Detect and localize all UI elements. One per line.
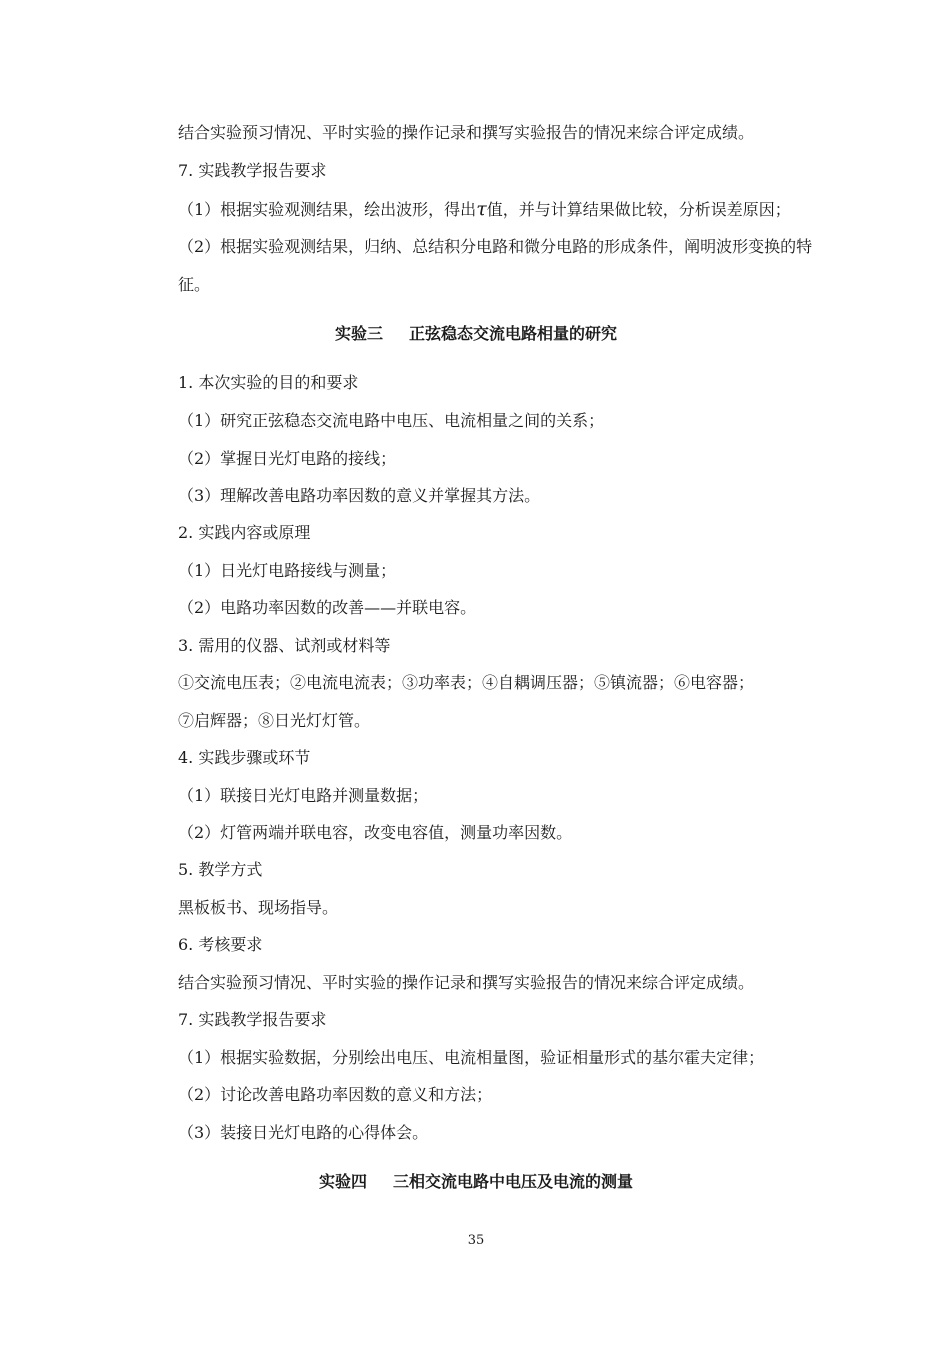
experiment-four-title — [0, 1171, 952, 1193]
section-1-item: （3）理解改善电路功率因数的意义并掌握其方法。 — [178, 486, 541, 505]
section-2-heading: 2. 实践内容或原理 — [178, 523, 311, 542]
section-7-item: （2）讨论改善电路功率因数的意义和方法； — [178, 1085, 493, 1104]
section-4-item: （2）灯管两端并联电容，改变电容值，测量功率因数。 — [178, 823, 573, 842]
report-requirements-heading: 7. 实践教学报告要求 — [178, 161, 327, 180]
experiment-three-number: 实验三 — [334, 324, 383, 343]
section-1-item: （2）掌握日光灯电路的接线； — [178, 449, 397, 468]
tau-symbol: τ — [476, 198, 487, 220]
experiment-four-number: 实验四 — [318, 1172, 367, 1191]
page-number: 35 — [467, 1233, 485, 1248]
section-2-item: （2）电路功率因数的改善——并联电容。 — [178, 598, 477, 617]
report-item-2: （2）根据实验观测结果，归纳、总结积分电路和微分电路的形成条件，阐明波形变换的特 — [178, 237, 813, 256]
section-1-heading: 1. 本次实验的目的和要求 — [178, 373, 359, 392]
section-3-item: ①交流电压表；②电流电流表；③功率表；④自耦调压器；⑤镇流器；⑥电容器； — [178, 673, 755, 692]
experiment-four-name: 三相交流电路中电压及电流的测量 — [393, 1172, 634, 1191]
report-item-1 — [178, 198, 858, 221]
section-6-heading: 6. 考核要求 — [178, 935, 263, 954]
report-item-1-text: （1）根据实验观测结果，绘出波形，得出 — [178, 200, 477, 219]
section-4-item: （1）联接日光灯电路并测量数据； — [178, 786, 429, 805]
report-item-1-text-end: 值，并与计算结果做比较，分析误差原因； — [486, 200, 791, 219]
section-5-heading: 5. 教学方式 — [178, 860, 263, 879]
section-2-item: （1）日光灯电路接线与测量； — [178, 561, 397, 580]
section-7-item: （1）根据实验数据，分别绘出电压、电流相量图，验证相量形式的基尔霍夫定律； — [178, 1048, 765, 1067]
section-3-item: ⑦启辉器；⑧日光灯灯管。 — [178, 711, 371, 730]
experiment-three-title — [0, 323, 952, 345]
section-7-heading: 7. 实践教学报告要求 — [178, 1010, 327, 1029]
section-3-heading: 3. 需用的仪器、试剂或材料等 — [178, 636, 391, 655]
grading-text: 结合实验预习情况、平时实验的操作记录和撰写实验报告的情况来综合评定成绩。 — [178, 123, 755, 142]
section-6-text: 结合实验预习情况、平时实验的操作记录和撰写实验报告的情况来综合评定成绩。 — [178, 973, 755, 992]
section-7-item: （3）装接日光灯电路的心得体会。 — [178, 1123, 429, 1142]
experiment-three-name: 正弦稳态交流电路相量的研究 — [409, 324, 618, 343]
section-1-item: （1）研究正弦稳态交流电路中电压、电流相量之间的关系； — [178, 411, 605, 430]
section-5-text: 黑板板书、现场指导。 — [178, 898, 339, 917]
section-4-heading: 4. 实践步骤或环节 — [178, 748, 311, 767]
report-item-2-continued: 征。 — [178, 275, 211, 294]
